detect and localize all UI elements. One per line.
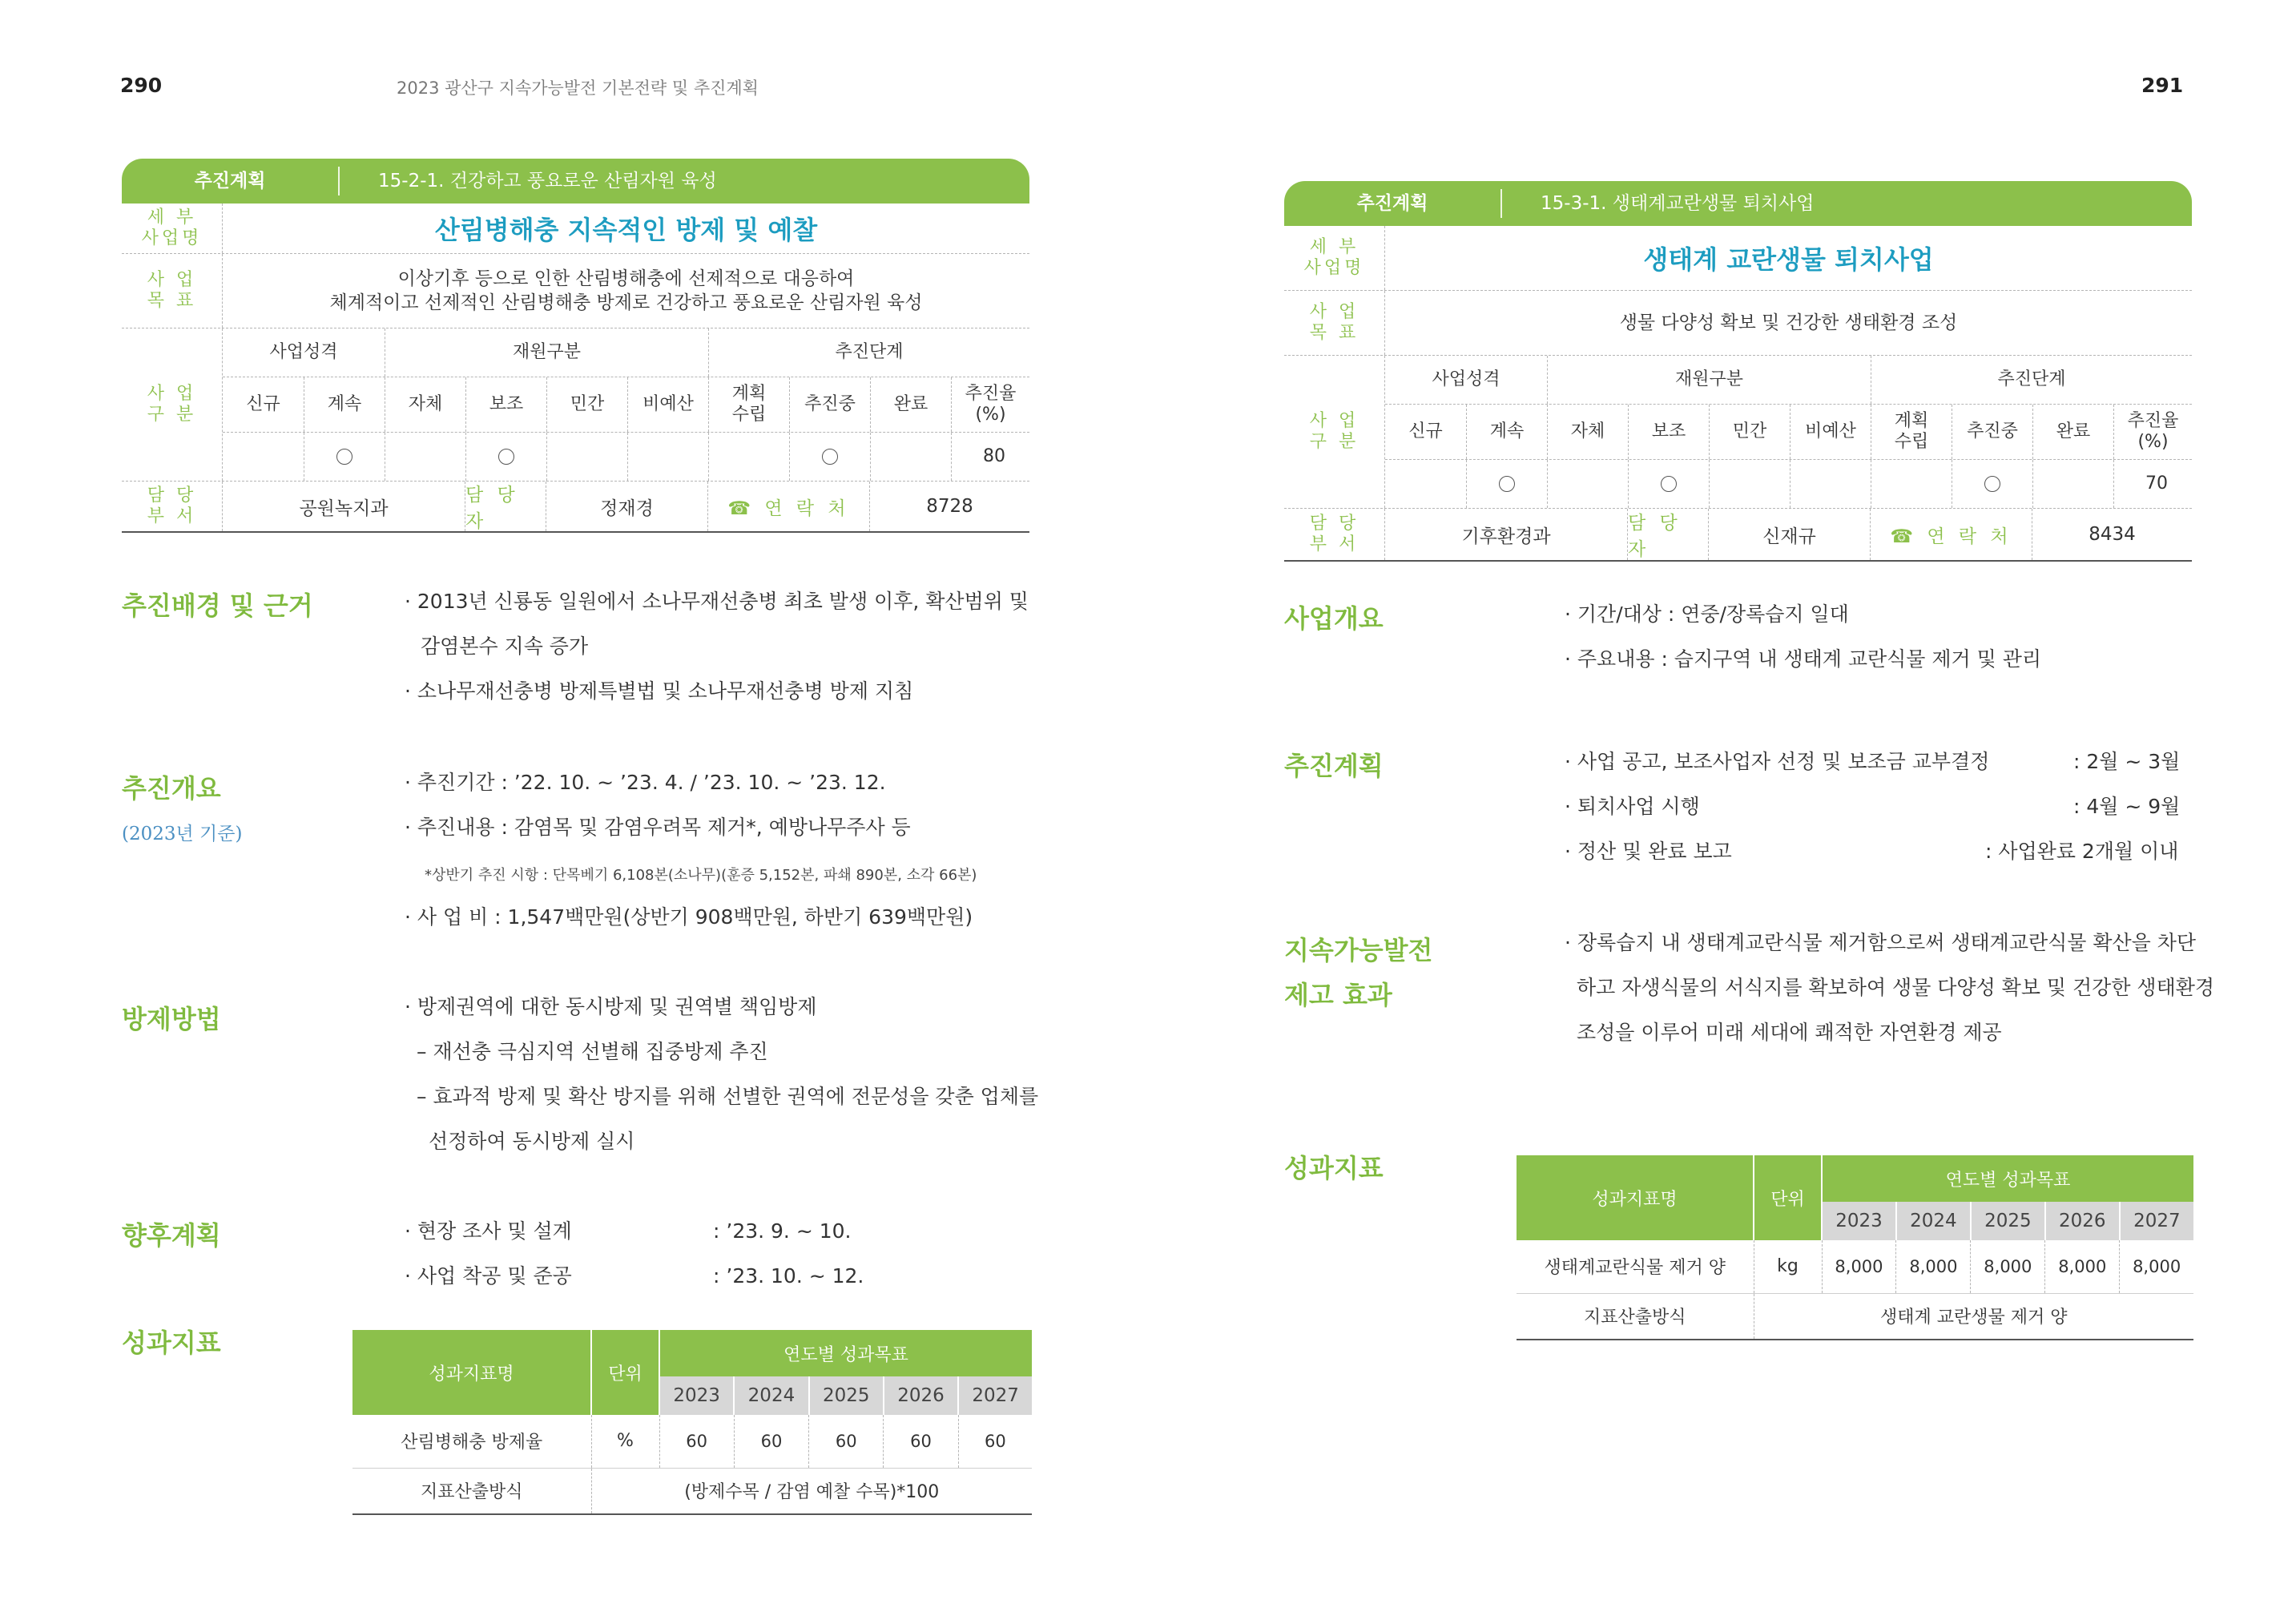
project-goal-row bbox=[1284, 291, 2192, 356]
kpi-name-header: 성과지표명 bbox=[352, 1330, 591, 1415]
kpi-value: 60 bbox=[884, 1415, 958, 1468]
kpi-unit: % bbox=[591, 1415, 659, 1468]
project-class-row bbox=[122, 328, 1029, 482]
project-name: 산림병해충 지속적인 방제 및 예찰 bbox=[222, 204, 1029, 253]
bullet: · 추진기간 : ’22. 10. ~ ’23. 4. / ’23. 10. ~ ’23. 12. bbox=[405, 771, 886, 794]
contact-number: 8434 bbox=[2032, 509, 2192, 560]
year-header: 2023 bbox=[1822, 1202, 1896, 1240]
mark-cell bbox=[1952, 460, 2032, 508]
bullet: · 퇴치사업 시행 bbox=[1565, 795, 1700, 818]
plan-label: 추진계획 bbox=[1356, 193, 1428, 214]
column-header: 추진율 (%) bbox=[951, 377, 1029, 432]
column-header: 자체 bbox=[1547, 405, 1628, 459]
check-circle-icon bbox=[1661, 476, 1677, 492]
plan-title: 15-2-1. 건강하고 풍요로운 산림자원 육성 bbox=[378, 171, 717, 191]
progress-rate: 80 bbox=[951, 433, 1029, 481]
section-title-plan: 추진계획 bbox=[1284, 751, 1384, 781]
department-row bbox=[122, 482, 1029, 533]
plan-title: 15-3-1. 생태계교란생물 퇴치사업 bbox=[1541, 193, 1815, 214]
bullet: · 장록습지 내 생태계교란식물 제거함으로써 생태계교란식물 확산을 차단 bbox=[1565, 931, 2197, 954]
kpi-value: 8,000 bbox=[1822, 1240, 1896, 1293]
bullet: · 추진내용 : 감염목 및 감염우려목 제거*, 예방나무주사 등 bbox=[405, 816, 911, 839]
bullet: – 효과적 방제 및 확산 방지를 위해 선별한 권역에 전문성을 갖춘 업체를 bbox=[417, 1085, 1039, 1108]
kpi-value: 8,000 bbox=[1971, 1240, 2045, 1293]
kpi-table bbox=[352, 1330, 1032, 1515]
column-header: 계획 수립 bbox=[708, 377, 789, 432]
contact-number: 8728 bbox=[869, 482, 1029, 531]
year-header: 2027 bbox=[2120, 1202, 2193, 1240]
bullet: · 기간/대상 : 연중/장록습지 일대 bbox=[1565, 602, 1849, 626]
group-header: 추진단계 bbox=[708, 328, 1029, 377]
mark-cell bbox=[1871, 460, 1952, 508]
schedule: : ’23. 10. ~ 12. bbox=[713, 1264, 864, 1288]
mark-cell bbox=[304, 433, 385, 481]
kpi-method: (방제수목 / 감염 예찰 수목)*100 bbox=[591, 1468, 1032, 1514]
year-header: 2026 bbox=[2045, 1202, 2120, 1240]
year-header: 2024 bbox=[1896, 1202, 1971, 1240]
column-header: 비예산 bbox=[627, 377, 708, 432]
kpi-unit: kg bbox=[1754, 1240, 1822, 1293]
mark-cell bbox=[1547, 460, 1628, 508]
section-title-kpi: 성과지표 bbox=[1284, 1153, 1384, 1183]
department: 기후환경과 bbox=[1384, 509, 1627, 560]
kpi-value: 60 bbox=[958, 1415, 1032, 1468]
bullet: · 사업 착공 및 준공 bbox=[405, 1264, 572, 1288]
bullet: – 재선충 극심지역 선별해 집중방제 추진 bbox=[417, 1040, 768, 1063]
column-header: 민간 bbox=[1709, 405, 1790, 459]
column-header: 추진율 (%) bbox=[2113, 405, 2192, 459]
bullet: · 주요내용 : 습지구역 내 생태계 교란식물 제거 및 관리 bbox=[1565, 647, 2042, 671]
year-header: 2024 bbox=[734, 1376, 808, 1415]
plan-label: 추진계획 bbox=[194, 171, 266, 191]
mark-cell bbox=[1466, 460, 1547, 508]
kpi-value: 8,000 bbox=[2045, 1240, 2120, 1293]
kpi-target-header: 연도별 성과목표 bbox=[1822, 1155, 2193, 1202]
section-title-method: 방제방법 bbox=[122, 1004, 221, 1034]
mark-cell bbox=[870, 433, 951, 481]
column-header: 민간 bbox=[546, 377, 627, 432]
kpi-value: 60 bbox=[659, 1415, 734, 1468]
column-header: 계획 수립 bbox=[1871, 405, 1952, 459]
class-grid bbox=[1384, 356, 2192, 508]
department-row bbox=[1284, 509, 2192, 562]
project-info-block bbox=[122, 159, 1029, 533]
kpi-table bbox=[1517, 1155, 2193, 1340]
section-subtitle: (2023년 기준) bbox=[122, 824, 243, 844]
kpi-method-header: 지표산출방식 bbox=[1517, 1293, 1754, 1340]
column-header: 완료 bbox=[2032, 405, 2113, 459]
project-class-header: 사 업 구 분 bbox=[1309, 411, 1359, 452]
column-header: 추진중 bbox=[1952, 405, 2032, 459]
right-page bbox=[1148, 0, 2296, 1620]
group-header: 추진단계 bbox=[1871, 356, 2192, 404]
mark-cell bbox=[1628, 460, 1709, 508]
column-header: 신규 bbox=[246, 394, 280, 414]
kpi-target-header: 연도별 성과목표 bbox=[659, 1330, 1032, 1376]
footnote: *상반기 추진 시항 : 단목베기 6,108본(소나무)(훈증 5,152본, 파쇄 890본, 소각 66본) bbox=[425, 867, 977, 884]
project-info-block bbox=[1284, 181, 2192, 562]
plan-title-bar bbox=[1284, 181, 2192, 226]
mark-cell bbox=[789, 433, 870, 481]
bullet: 감염본수 지속 증가 bbox=[421, 635, 589, 658]
column-header: 자체 bbox=[385, 377, 465, 432]
kpi-value: 60 bbox=[734, 1415, 808, 1468]
person-label: 담 당 자 bbox=[1627, 509, 1708, 560]
section-title-background: 추진배경 및 근거 bbox=[122, 590, 313, 621]
mark-cell bbox=[1385, 460, 1466, 508]
plan-title-bar bbox=[122, 159, 1029, 204]
schedule: : 사업완료 2개월 이내 bbox=[1985, 840, 2179, 863]
group-header: 사업성격 bbox=[269, 342, 338, 362]
bullet: 조성을 이루어 미래 세대에 쾌적한 자연환경 제공 bbox=[1577, 1021, 2002, 1044]
column-header: 보조 bbox=[465, 377, 546, 432]
bullet: · 방제권역에 대한 동시방제 및 권역별 책임방제 bbox=[405, 995, 817, 1018]
bullet: 하고 자생식물의 서식지를 확보하여 생물 다양성 확보 및 건강한 생태환경 bbox=[1577, 976, 2215, 999]
check-circle-icon bbox=[336, 449, 352, 465]
bullet: · 사업 공고, 보조사업자 선정 및 보조금 교부결정 bbox=[1565, 750, 1990, 773]
project-name: 생태계 교란생물 퇴치사업 bbox=[1384, 226, 2192, 290]
mark-cell bbox=[627, 433, 708, 481]
schedule: : 4월 ~ 9월 bbox=[2073, 795, 2181, 818]
year-header: 2026 bbox=[884, 1376, 958, 1415]
schedule: : 2월 ~ 3월 bbox=[2073, 750, 2181, 773]
person-name: 신재규 bbox=[1708, 509, 1870, 560]
bullet: · 사 업 비 : 1,547백만원(상반기 908백만원, 하반기 639백만원) bbox=[405, 905, 973, 929]
kpi-value: 8,000 bbox=[2120, 1240, 2193, 1293]
project-name-row bbox=[1284, 226, 2192, 291]
year-header: 2027 bbox=[958, 1376, 1032, 1415]
section-title-effect: 지속가능발전 bbox=[1284, 935, 1433, 965]
group-header: 사업성격 bbox=[1432, 369, 1500, 389]
running-header: 2023 광산구 지속가능발전 기본전략 및 추진계획 bbox=[397, 79, 759, 98]
bullet: · 정산 및 완료 보고 bbox=[1565, 840, 1732, 863]
kpi-unit-header: 단위 bbox=[591, 1330, 659, 1415]
year-header: 2025 bbox=[809, 1376, 884, 1415]
mark-row bbox=[1385, 460, 2192, 508]
year-header: 2023 bbox=[659, 1376, 734, 1415]
class-grid bbox=[222, 328, 1029, 481]
kpi-value: 8,000 bbox=[1896, 1240, 1971, 1293]
contact-label: ☎ 연 락 처 bbox=[1870, 509, 2032, 560]
section-title-overview: 추진개요 bbox=[122, 773, 221, 804]
column-header: 계속 bbox=[1466, 405, 1547, 459]
project-goal: 생물 다양성 확보 및 건강한 생태환경 조성 bbox=[1384, 291, 2192, 355]
project-class-header: 사 업 구 분 bbox=[147, 384, 197, 425]
check-circle-icon bbox=[1984, 476, 2000, 492]
mark-cell bbox=[385, 433, 465, 481]
person-label: 담 당 자 bbox=[465, 482, 546, 531]
bullet: 선정하여 동시방제 실시 bbox=[429, 1130, 635, 1153]
schedule: : ’23. 9. ~ 10. bbox=[713, 1219, 852, 1243]
project-class-row bbox=[1284, 356, 2192, 509]
column-header: 비예산 bbox=[1790, 405, 1871, 459]
column-header: 추진중 bbox=[789, 377, 870, 432]
department-header: 담 당 부 서 bbox=[147, 486, 197, 526]
project-goal-header: 사 업 목 표 bbox=[147, 270, 197, 311]
project-name-header: 세 부 사업명 bbox=[1303, 237, 1365, 278]
kpi-unit-header: 단위 bbox=[1754, 1155, 1822, 1240]
project-name-header: 세 부 사업명 bbox=[141, 208, 203, 248]
check-circle-icon bbox=[822, 449, 838, 465]
group-header: 재원구분 bbox=[1547, 356, 1871, 404]
person-name: 정재경 bbox=[546, 482, 707, 531]
section-title-kpi: 성과지표 bbox=[122, 1328, 221, 1358]
column-header: 보조 bbox=[1628, 405, 1709, 459]
kpi-method-header: 지표산출방식 bbox=[352, 1468, 591, 1514]
section-title-future: 향후계획 bbox=[122, 1220, 221, 1251]
bullet: · 현장 조사 및 설계 bbox=[405, 1219, 572, 1243]
kpi-name: 산림병해충 방제율 bbox=[352, 1415, 591, 1468]
department: 공원녹지과 bbox=[222, 482, 465, 531]
project-goal-row bbox=[122, 254, 1029, 328]
year-header: 2025 bbox=[1971, 1202, 2045, 1240]
mark-cell bbox=[465, 433, 546, 481]
column-header: 완료 bbox=[870, 377, 951, 432]
kpi-value: 60 bbox=[809, 1415, 884, 1468]
department-header: 담 당 부 서 bbox=[1309, 514, 1359, 554]
page-number: 291 bbox=[2141, 74, 2184, 97]
mark-row bbox=[223, 433, 1029, 481]
project-goal-header: 사 업 목 표 bbox=[1309, 302, 1359, 343]
kpi-name-header: 성과지표명 bbox=[1517, 1155, 1754, 1240]
section-title-overview: 사업개요 bbox=[1284, 603, 1384, 634]
page-number: 290 bbox=[120, 74, 163, 97]
project-goal: 이상기후 등으로 인한 산림병해충에 선제적으로 대응하여 체계적이고 선제적인 산림병해충 방제로 건강하고 풍요로운 산림자원 육성 bbox=[222, 254, 1029, 328]
mark-cell bbox=[223, 433, 304, 481]
mark-cell bbox=[546, 433, 627, 481]
kpi-name: 생태계교란식물 제거 양 bbox=[1517, 1240, 1754, 1293]
column-header: 신규 bbox=[1408, 421, 1443, 441]
section-title-effect-line2: 제고 효과 bbox=[1284, 980, 1392, 1010]
bullet: · 2013년 신룡동 일원에서 소나무재선충병 최초 발생 이후, 확산범위 및 bbox=[405, 590, 1029, 613]
bullet: · 소나무재선충병 방제특별법 및 소나무재선충병 방제 지침 bbox=[405, 679, 914, 703]
contact-label: ☎ 연 락 처 bbox=[707, 482, 869, 531]
column-header: 계속 bbox=[304, 377, 385, 432]
project-name-row bbox=[122, 204, 1029, 254]
mark-cell bbox=[1709, 460, 1790, 508]
group-header: 재원구분 bbox=[385, 328, 708, 377]
check-circle-icon bbox=[1499, 476, 1515, 492]
mark-cell bbox=[708, 433, 789, 481]
check-circle-icon bbox=[498, 449, 514, 465]
mark-cell bbox=[2032, 460, 2113, 508]
mark-cell bbox=[1790, 460, 1871, 508]
progress-rate: 70 bbox=[2113, 460, 2192, 508]
kpi-method: 생태계 교란생물 제거 양 bbox=[1754, 1293, 2193, 1340]
